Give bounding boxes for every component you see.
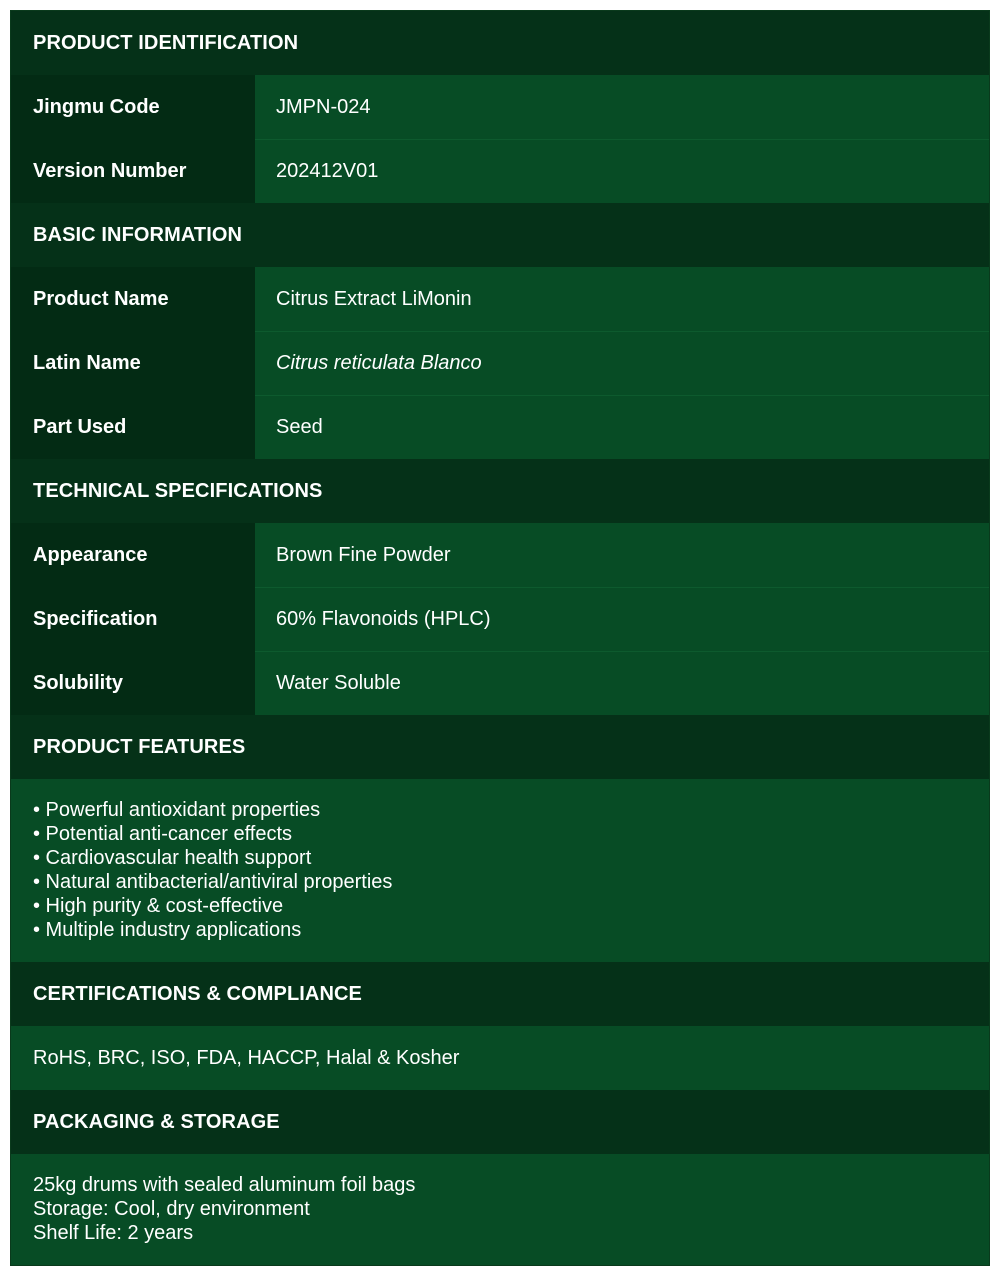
list-item: • Cardiovascular health support [33,847,312,869]
row-label: Solubility [11,651,255,715]
section-header-packaging: PACKAGING & STORAGE [11,1090,989,1154]
shelf-life-line: Shelf Life: 2 years [33,1222,194,1244]
spec-row-latin-name [11,331,989,395]
list-item: • Natural antibacterial/antiviral properties [33,871,393,893]
row-label: Appearance [11,523,255,587]
spec-row-specification [11,587,989,651]
section-header-identification: PRODUCT IDENTIFICATION [11,11,989,75]
row-label: Latin Name [11,331,255,395]
row-value: JMPN-024 [255,75,989,139]
certifications-text: RoHS, BRC, ISO, FDA, HACCP, Halal & Kosher [11,1026,989,1090]
storage-line: Storage: Cool, dry environment [33,1198,310,1220]
section-header-features: PRODUCT FEATURES [11,715,989,779]
list-item: • Potential anti-cancer effects [33,823,292,845]
spec-row-jingmu-code [11,75,989,139]
list-item: • Multiple industry applications [33,919,302,941]
row-label: Version Number [11,139,255,203]
row-value: Citrus reticulata Blanco [255,331,989,395]
list-item: • High purity & cost-effective [33,895,284,917]
packaging-details [11,1154,989,1265]
row-value: Water Soluble [255,651,989,715]
row-value: 202412V01 [255,139,989,203]
product-spec-sheet [10,10,990,1266]
row-label: Jingmu Code [11,75,255,139]
row-label: Part Used [11,395,255,459]
row-value: Seed [255,395,989,459]
spec-row-part-used [11,395,989,459]
row-label: Product Name [11,267,255,331]
packaging-line: 25kg drums with sealed aluminum foil bags [33,1174,416,1196]
spec-row-version-number [11,139,989,203]
row-value: 60% Flavonoids (HPLC) [255,587,989,651]
section-header-certifications: CERTIFICATIONS & COMPLIANCE [11,962,989,1026]
spec-row-product-name [11,267,989,331]
row-value: Brown Fine Powder [255,523,989,587]
section-header-technical: TECHNICAL SPECIFICATIONS [11,459,989,523]
spec-row-solubility [11,651,989,715]
spec-row-appearance [11,523,989,587]
section-header-basic: BASIC INFORMATION [11,203,989,267]
row-label: Specification [11,587,255,651]
list-item: • Powerful antioxidant properties [33,799,321,821]
row-value: Citrus Extract LiMonin [255,267,989,331]
features-list [11,779,989,962]
